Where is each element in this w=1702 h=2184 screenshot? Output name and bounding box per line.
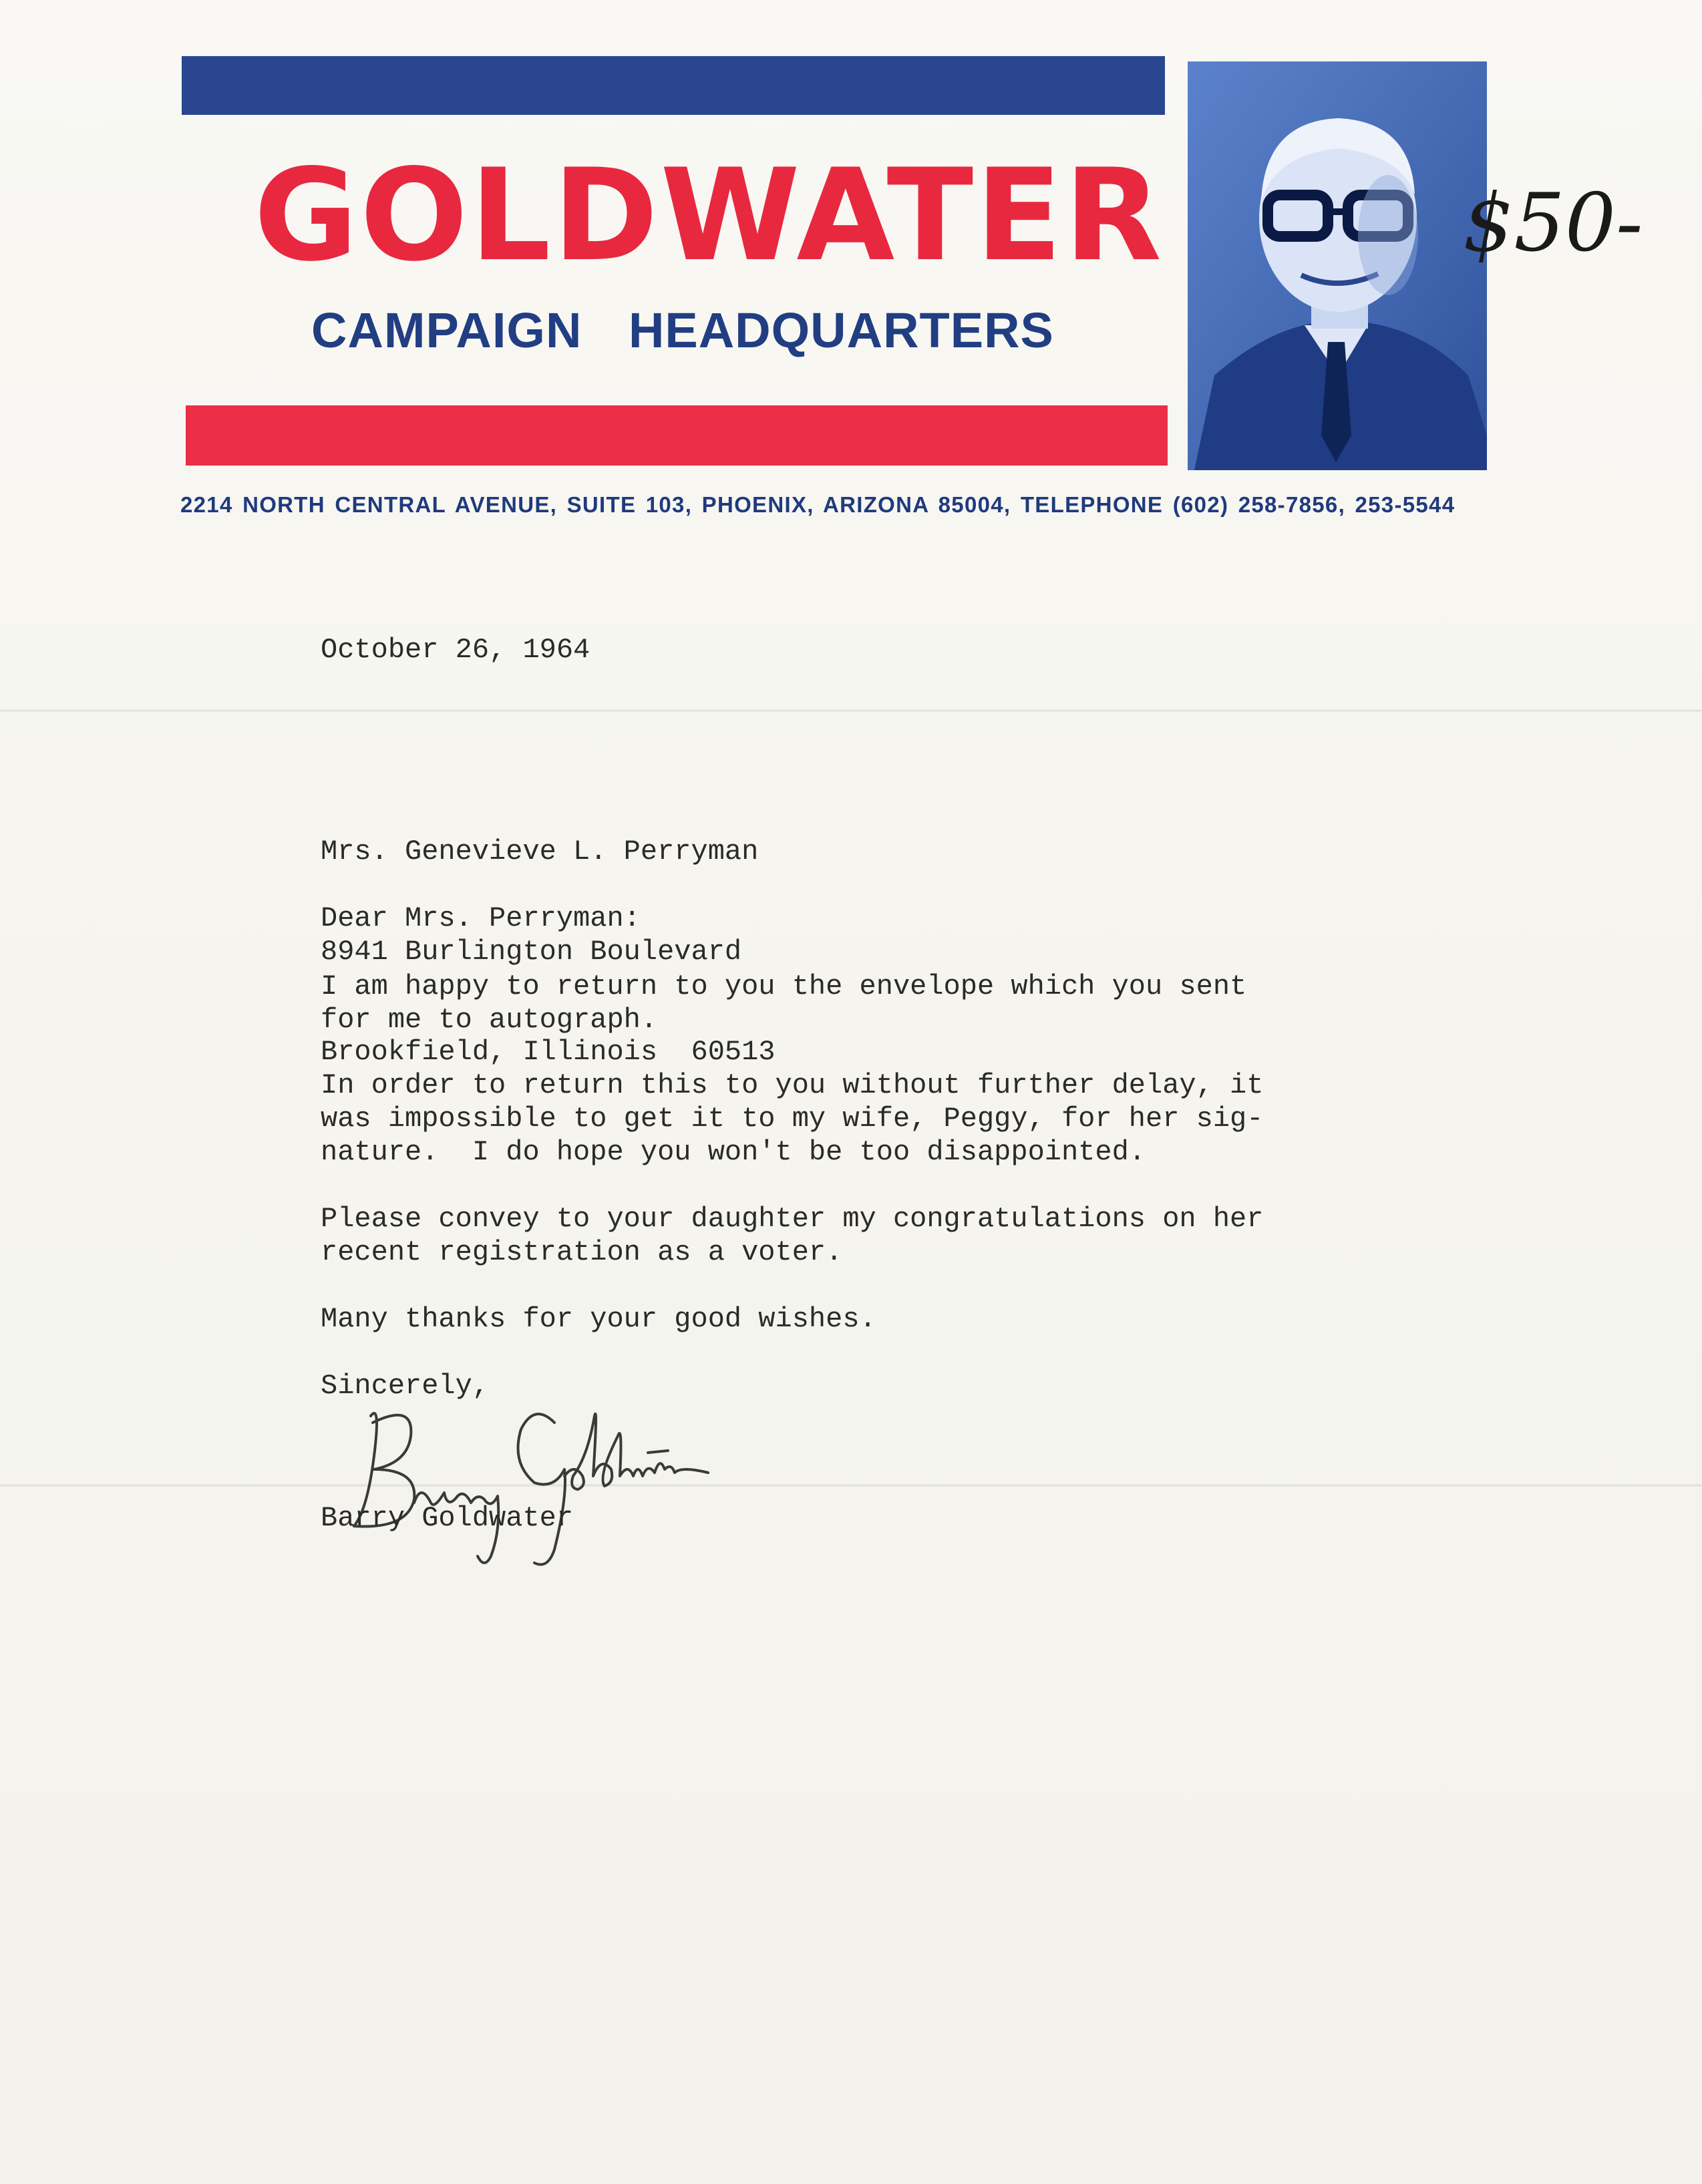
typed-signature-name: Barry Goldwater: [321, 1502, 574, 1534]
paragraph-line: I am happy to return to you the envelope which you sent: [321, 970, 1247, 1003]
paragraph-line: recent registration as a voter.: [321, 1236, 843, 1268]
paragraph-line: was impossible to get it to my wife, Peggy, for her sig-: [321, 1103, 1264, 1135]
recipient-line: Brookfield, Illinois 60513: [321, 1036, 776, 1068]
salutation: Dear Mrs. Perryman:: [321, 902, 641, 934]
paragraph-line: Many thanks for your good wishes.: [321, 1303, 876, 1335]
paper-fold-line: [0, 1484, 1702, 1487]
recipient-line: 8941 Burlington Boulevard: [321, 936, 742, 968]
letterhead-red-bar: [186, 405, 1168, 466]
letterhead-blue-bar: [182, 56, 1165, 115]
portrait-photo-icon: [1188, 61, 1487, 470]
paragraph: [321, 970, 1296, 1037]
letter-date: October 26, 1964: [321, 634, 590, 666]
paragraph: [321, 1302, 1296, 1336]
recipient-line: Mrs. Genevieve L. Perryman: [321, 836, 759, 868]
handwritten-signature: [334, 1376, 748, 1576]
closing: Sincerely,: [321, 1370, 490, 1402]
letterhead-address: 2214 NORTH CENTRAL AVENUE, SUITE 103, PHOENIX, ARIZONA 85004, TELEPHONE (602) 258-7856, 253-5544: [180, 492, 1456, 517]
paragraph-line: nature. I do hope you won't be too disappointed.: [321, 1136, 1146, 1168]
paragraph-line: In order to return this to you without further delay, it: [321, 1069, 1264, 1101]
handwritten-price: $50-: [1463, 177, 1643, 270]
paragraph-line: Please convey to your daughter my congratulations on her: [321, 1203, 1264, 1235]
paper-fold-line: [0, 709, 1702, 712]
paragraph: [321, 1069, 1296, 1169]
paragraph: [321, 1202, 1296, 1269]
letterhead-brand: GOLDWATER: [254, 142, 1164, 289]
letterhead-subtitle: CAMPAIGN HEADQUARTERS: [311, 303, 1054, 358]
paragraph-line: for me to autograph.: [321, 1004, 658, 1036]
